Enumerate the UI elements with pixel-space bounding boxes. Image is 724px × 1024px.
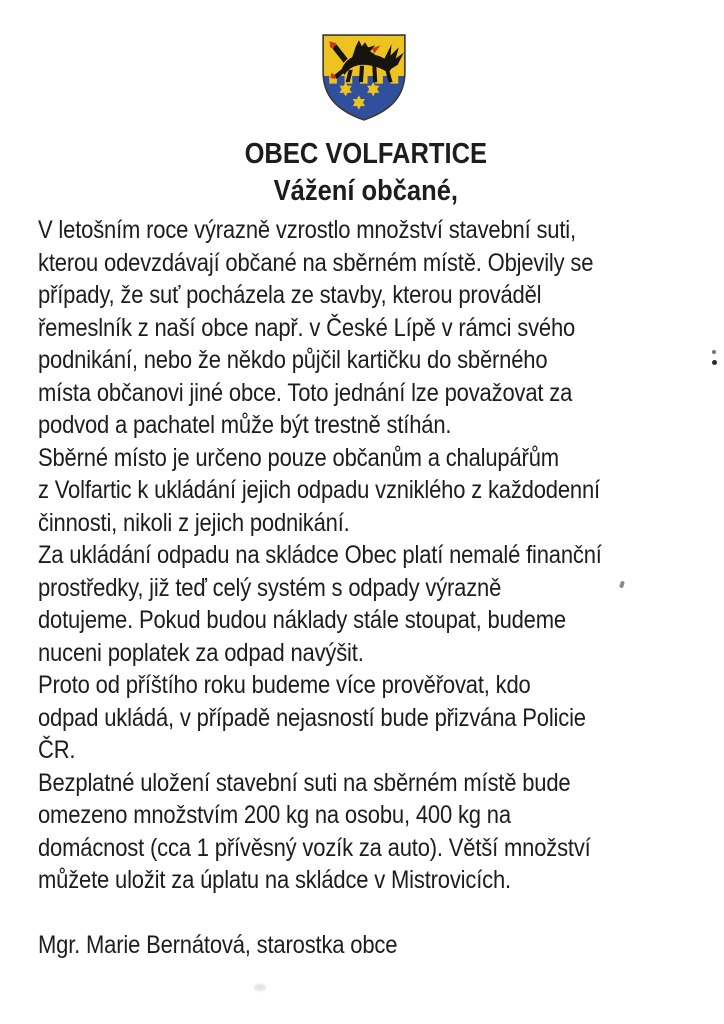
paragraph-4: Proto od příštího roku budeme více prověřovat, kdo odpad ukládá, v případě nejasností bude přizvána Policie ČR. — [38, 671, 586, 764]
signature-line: Mgr. Marie Bernátová, starostka obce — [38, 931, 398, 959]
scan-artifact-dot — [712, 360, 717, 365]
letter-content — [38, 136, 694, 962]
scan-artifact-smudge — [254, 984, 266, 991]
paragraph-5: Bezplatné uložení stavební suti na sběrném místě bude omezeno množstvím 200 kg na osobu, 400 kg na domácnost (cca 1 přívěsný vozík za auto). Větší množství můžete uložit za úplatu na skládce v Mistrovicích. — [38, 768, 591, 894]
coat-of-arms — [317, 31, 411, 123]
scan-artifact-dot — [712, 350, 716, 354]
paragraph-2: Sběrné místo je určeno pouze občanům a chalupářům z Volfartic k ukládání jejich odpadu vzniklého z každodenní činnosti, nikoli z jejich podnikání. — [38, 443, 600, 537]
paragraph-3: Za ukládání odpadu na skládce Obec platí nemalé finanční prostředky, již teď celý systém s odpady výrazně dotujeme. Pokud budou náklady stále stoupat, budeme nuceni poplatek za odpad navýšit. — [38, 541, 602, 667]
letter-body — [38, 214, 694, 897]
paragraph-1: V letošním roce výrazně vzrostlo množství stavební suti, kterou odevzdávají občané na sběrném místě. Objevily se případy, že suť pocházela ze stavby, kterou prováděl řemeslník z naší obce např. v České Lípě v rámci svého podnikání, nebo že někdo půjčil kartičku do sběrného místa občanovi jiné obce. Toto jednání lze považovat za podvod a pachatel může být trestně stíhán. — [38, 216, 594, 439]
org-title: OBEC VOLFARTICE — [244, 138, 488, 170]
salutation: Vážení občané, — [273, 175, 458, 207]
